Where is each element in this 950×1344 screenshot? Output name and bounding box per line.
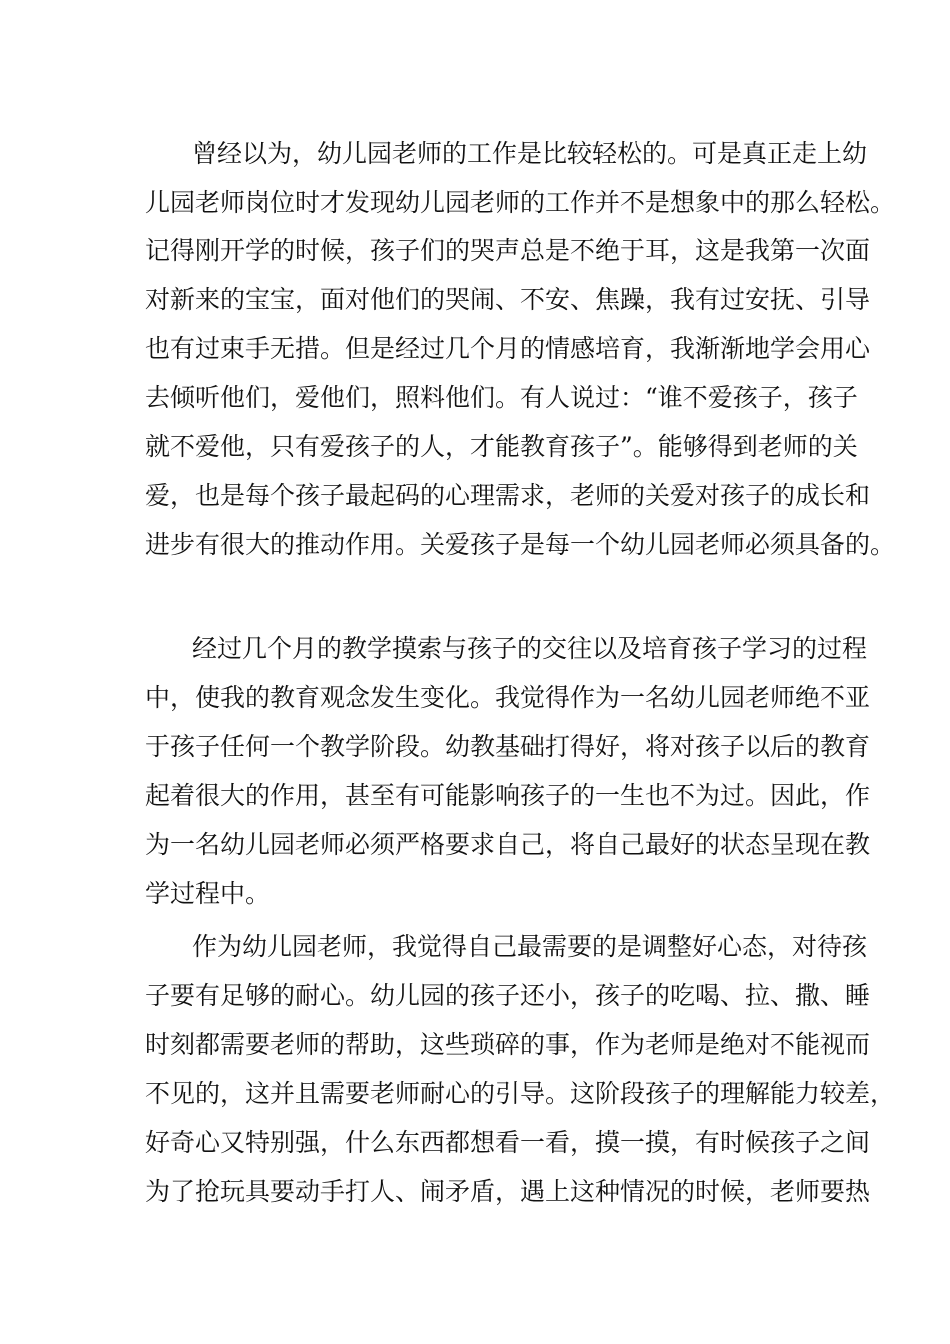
paragraph-1-line-2: 儿园老师岗位时才发现幼儿园老师的工作并不是想象中的那么轻松。 [145, 188, 896, 217]
paragraph-3-line-5: 好奇心又特别强，什么东西都想看一看，摸一摸，有时候孩子之间 [145, 1128, 871, 1157]
paragraph-2-line-5: 为一名幼儿园老师必须严格要求自己，将自己最好的状态呈现在教 [145, 830, 871, 859]
paragraph-1-line-8: 爱，也是每个孩子最起码的心理需求，老师的关爱对孩子的成长和 [145, 481, 871, 510]
paragraph-3-line-1: 作为幼儿园老师，我觉得自己最需要的是调整好心态，对待孩 [192, 932, 868, 961]
paragraph-1-line-4: 对新来的宝宝，面对他们的哭闹、不安、焦躁，我有过安抚、引导 [145, 285, 871, 314]
paragraph-1-line-5: 也有过束手无措。但是经过几个月的情感培育，我渐渐地学会用心 [145, 334, 871, 363]
paragraph-1-line-1: 曾经以为，幼儿园老师的工作是比较轻松的。可是真正走上幼 [192, 139, 868, 168]
paragraph-1-line-3: 记得刚开学的时候，孩子们的哭声总是不绝于耳，这是我第一次面 [145, 236, 871, 265]
paragraph-1-line-7: 就不爱他，只有爱孩子的人，才能教育孩子”。能够得到老师的关 [145, 432, 858, 461]
paragraph-2-line-2: 中，使我的教育观念发生变化。我觉得作为一名幼儿园老师绝不亚 [145, 683, 871, 712]
paragraph-1-line-6: 去倾听他们，爱他们，照料他们。有人说过：“谁不爱孩子，孩子 [145, 383, 858, 412]
paragraph-2-line-1: 经过几个月的教学摸索与孩子的交往以及培育孩子学习的过程 [192, 634, 868, 663]
paragraph-2-line-6: 学过程中。 [145, 879, 271, 908]
paragraph-1-line-9: 进步有很大的推动作用。关爱孩子是每一个幼儿园老师必须具备的。 [145, 530, 896, 559]
paragraph-2-line-4: 起着很大的作用，甚至有可能影响孩子的一生也不为过。因此，作 [145, 781, 871, 810]
paragraph-2-line-3: 于孩子任何一个教学阶段。幼教基础打得好，将对孩子以后的教育 [145, 732, 871, 761]
paragraph-3-line-3: 时刻都需要老师的帮助，这些琐碎的事，作为老师是绝对不能视而 [145, 1030, 871, 1059]
paragraph-3-line-4: 不见的，这并且需要老师耐心的引导。这阶段孩子的理解能力较差， [145, 1079, 896, 1108]
paragraph-3-line-2: 子要有足够的耐心。幼儿园的孩子还小，孩子的吃喝、拉、撒、睡 [145, 981, 871, 1010]
paragraph-3-line-6: 为了抢玩具要动手打人、闹矛盾，遇上这种情况的时候，老师要热 [145, 1177, 871, 1206]
